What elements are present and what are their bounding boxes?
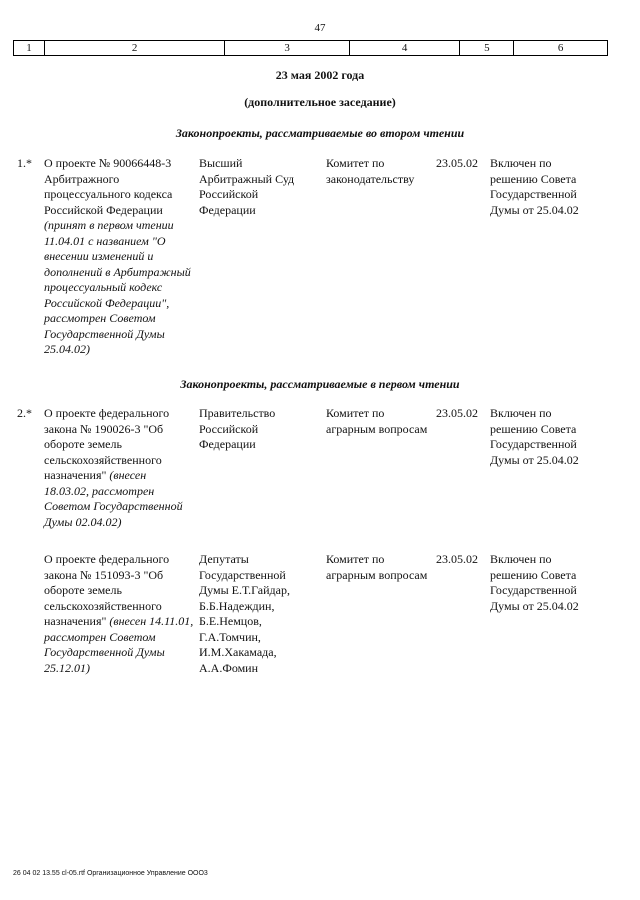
column-number-5: 5: [460, 41, 514, 55]
entry-subject-text: О проекте № 90066448-3 Арбитражного процессуального кодекса Российской Федерации: [44, 156, 173, 217]
entry-subject-note: (внесен 18.03.02, рассмотрен Советом Государственной Думы 02.04.02): [44, 468, 183, 529]
entry-status: Включен по решению Совета Государственной Думы от 25.04.02: [490, 552, 579, 613]
session-note: (дополнительное заседание): [244, 95, 396, 109]
section-title-second-reading: Законопроекты, рассматриваемые во втором чтении: [175, 126, 465, 140]
column-number-3: 3: [225, 41, 350, 55]
entry-status: Включен по решению Совета Государственной Думы от 25.04.02: [490, 406, 579, 467]
entry-number: 1.*: [17, 156, 32, 170]
entry-subject: [44, 406, 194, 530]
entry-subject-text: О проекте федерального закона № 190026-3 "Об обороте земель сельскохозяйственного назначения": [44, 406, 170, 482]
entry-date: 23.05.02: [436, 552, 478, 566]
column-number-4: 4: [350, 41, 461, 55]
entry-committee: Комитет по законодательству: [326, 156, 415, 186]
entry-date: 23.05.02: [436, 156, 478, 170]
column-number-2: 2: [45, 41, 225, 55]
entry-number: 2.*: [17, 406, 32, 420]
column-number-6: 6: [557, 42, 564, 54]
entry-initiator: Высший Арбитражный Суд Российской Федерации: [199, 156, 295, 217]
entry-status: Включен по решению Совета Государственной Думы от 25.04.02: [490, 156, 579, 217]
entry-subject-text: О проекте федерального закона № 151093-3 "Об обороте земель сельскохозяйственного назначения": [44, 552, 170, 628]
entry-subject-note: (принят в первом чтении 11.04.01 с названием "О внесении изменений и дополнений в Арбитражный процессуальный кодекс Российской Федерации", рассмотрен Советом Государственной Думы 25.04.02): [44, 218, 191, 356]
entry-date: 23.05.02: [436, 406, 478, 420]
section-title-first-reading: Законопроекты, рассматриваемые в первом чтении: [180, 377, 460, 391]
column-number-1: 1: [14, 41, 45, 55]
entry-subject-note: (внесен 14.11.01, рассмотрен Советом Государственной Думы 25.12.01): [44, 614, 194, 675]
entry-initiator: Депутаты Государственной Думы Е.Т.Гайдар, Б.Б.Надеждин, Б.Е.Немцов, Г.А.Томчин, И.М.Хакамада, А.А.Фомин: [199, 552, 290, 675]
column-number-header: [13, 40, 608, 56]
entry-committee: Комитет по аграрным вопросам: [326, 552, 428, 582]
entry-committee: Комитет по аграрным вопросам: [326, 406, 428, 436]
date-heading: 23 мая 2002 года: [275, 68, 365, 82]
entry-subject: [44, 156, 194, 358]
document-footer: 26 04 02 13.55 cl-05.rtf Организационное Управление ООО3: [13, 870, 208, 877]
entry-initiator: Правительство Российской Федерации: [199, 406, 276, 451]
entry-subject: [44, 552, 194, 676]
page-number: 47: [314, 22, 326, 34]
